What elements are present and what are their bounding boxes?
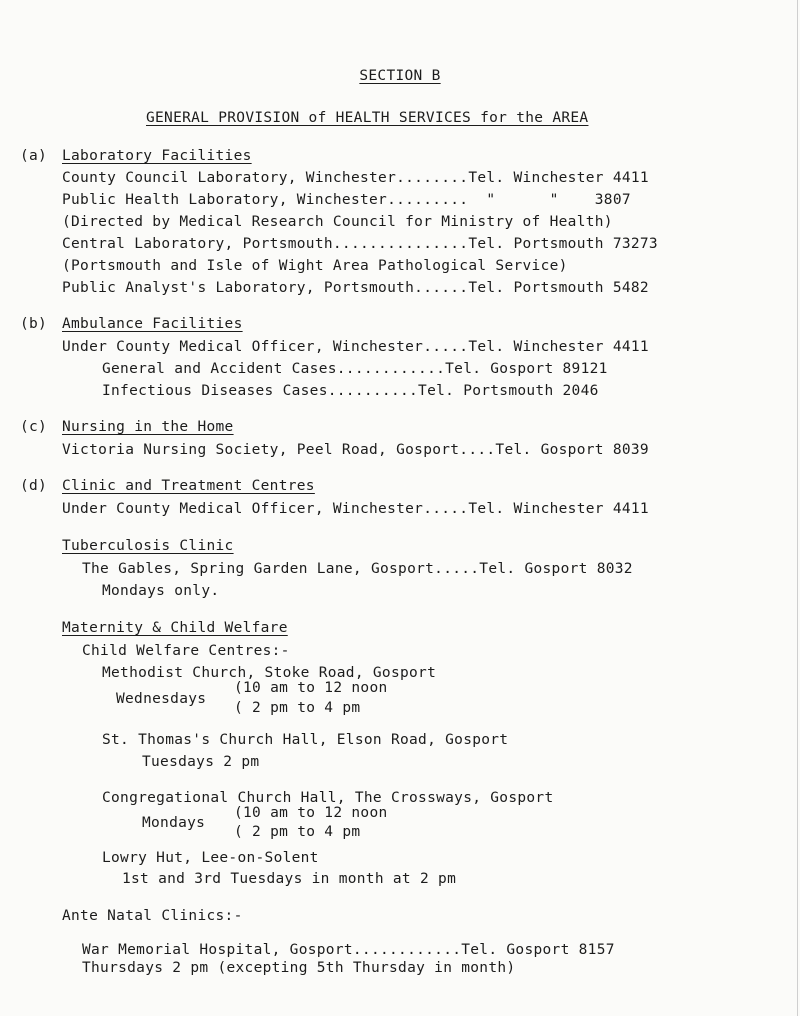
section-c-marker: (c) (20, 419, 48, 435)
ante-natal-line-2: Thursdays 2 pm (excepting 5th Thursday in month) (82, 960, 516, 976)
centre-congregational-time-1: (10 am to 12 noon (234, 805, 388, 821)
child-welfare-heading: Child Welfare Centres:- (82, 643, 290, 659)
lab-line-2: Public Health Laboratory, Winchester......... " " 3807 (62, 192, 631, 208)
section-a-marker: (a) (20, 148, 48, 164)
section-b-marker: (b) (20, 316, 48, 332)
section-a-title: Laboratory Facilities (62, 148, 252, 164)
centre-methodist: Methodist Church, Stoke Road, Gosport (102, 665, 437, 681)
lab-line-1: County Council Laboratory, Winchester........Tel. Winchester 4411 (62, 170, 649, 186)
tuberculosis-line-2: Mondays only. (102, 583, 220, 599)
ante-natal-line-1: War Memorial Hospital, Gosport............Tel. Gosport 8157 (82, 942, 615, 958)
centre-congregational-time-2: ( 2 pm to 4 pm (234, 824, 361, 840)
page-edge (797, 0, 798, 1016)
centre-methodist-time-1: (10 am to 12 noon (234, 680, 388, 696)
section-heading: SECTION B (359, 68, 441, 84)
nursing-line-1: Victoria Nursing Society, Peel Road, Gosport....Tel. Gosport 8039 (62, 442, 649, 458)
clinic-line-1: Under County Medical Officer, Winchester.....Tel. Winchester 4411 (62, 501, 649, 517)
section-d-title: Clinic and Treatment Centres (62, 478, 315, 494)
ambulance-line-3: Infectious Diseases Cases..........Tel. Portsmouth 2046 (102, 383, 599, 399)
maternity-title: Maternity & Child Welfare (62, 620, 288, 636)
lab-line-3: (Directed by Medical Research Council for Ministry of Health) (62, 214, 613, 230)
tuberculosis-title: Tuberculosis Clinic (62, 538, 234, 554)
centre-congregational: Congregational Church Hall, The Crossways, Gosport (102, 790, 554, 806)
tuberculosis-line-1: The Gables, Spring Garden Lane, Gosport.....Tel. Gosport 8032 (82, 561, 633, 577)
centre-st-thomas-day: Tuesdays 2 pm (142, 754, 260, 770)
centre-methodist-time-2: ( 2 pm to 4 pm (234, 700, 361, 716)
lab-line-6: Public Analyst's Laboratory, Portsmouth......Tel. Portsmouth 5482 (62, 280, 649, 296)
centre-lowry-hut-day: 1st and 3rd Tuesdays in month at 2 pm (122, 871, 457, 887)
section-c-title: Nursing in the Home (62, 419, 234, 435)
section-d-marker: (d) (20, 478, 48, 494)
lab-line-4: Central Laboratory, Portsmouth...............Tel. Portsmouth 73273 (62, 236, 658, 252)
centre-st-thomas: St. Thomas's Church Hall, Elson Road, Gosport (102, 732, 509, 748)
ante-natal-heading: Ante Natal Clinics:- (62, 908, 243, 924)
ambulance-line-1: Under County Medical Officer, Winchester.....Tel. Winchester 4411 (62, 339, 649, 355)
lab-line-5: (Portsmouth and Isle of Wight Area Pathological Service) (62, 258, 568, 274)
ambulance-line-2: General and Accident Cases............Tel. Gosport 89121 (102, 361, 608, 377)
centre-congregational-day: Mondays (142, 815, 206, 831)
section-b-title: Ambulance Facilities (62, 316, 243, 332)
centre-lowry-hut: Lowry Hut, Lee-on-Solent (102, 850, 319, 866)
document-title: GENERAL PROVISION of HEALTH SERVICES for the AREA (146, 110, 589, 126)
centre-methodist-day: Wednesdays (116, 691, 207, 707)
